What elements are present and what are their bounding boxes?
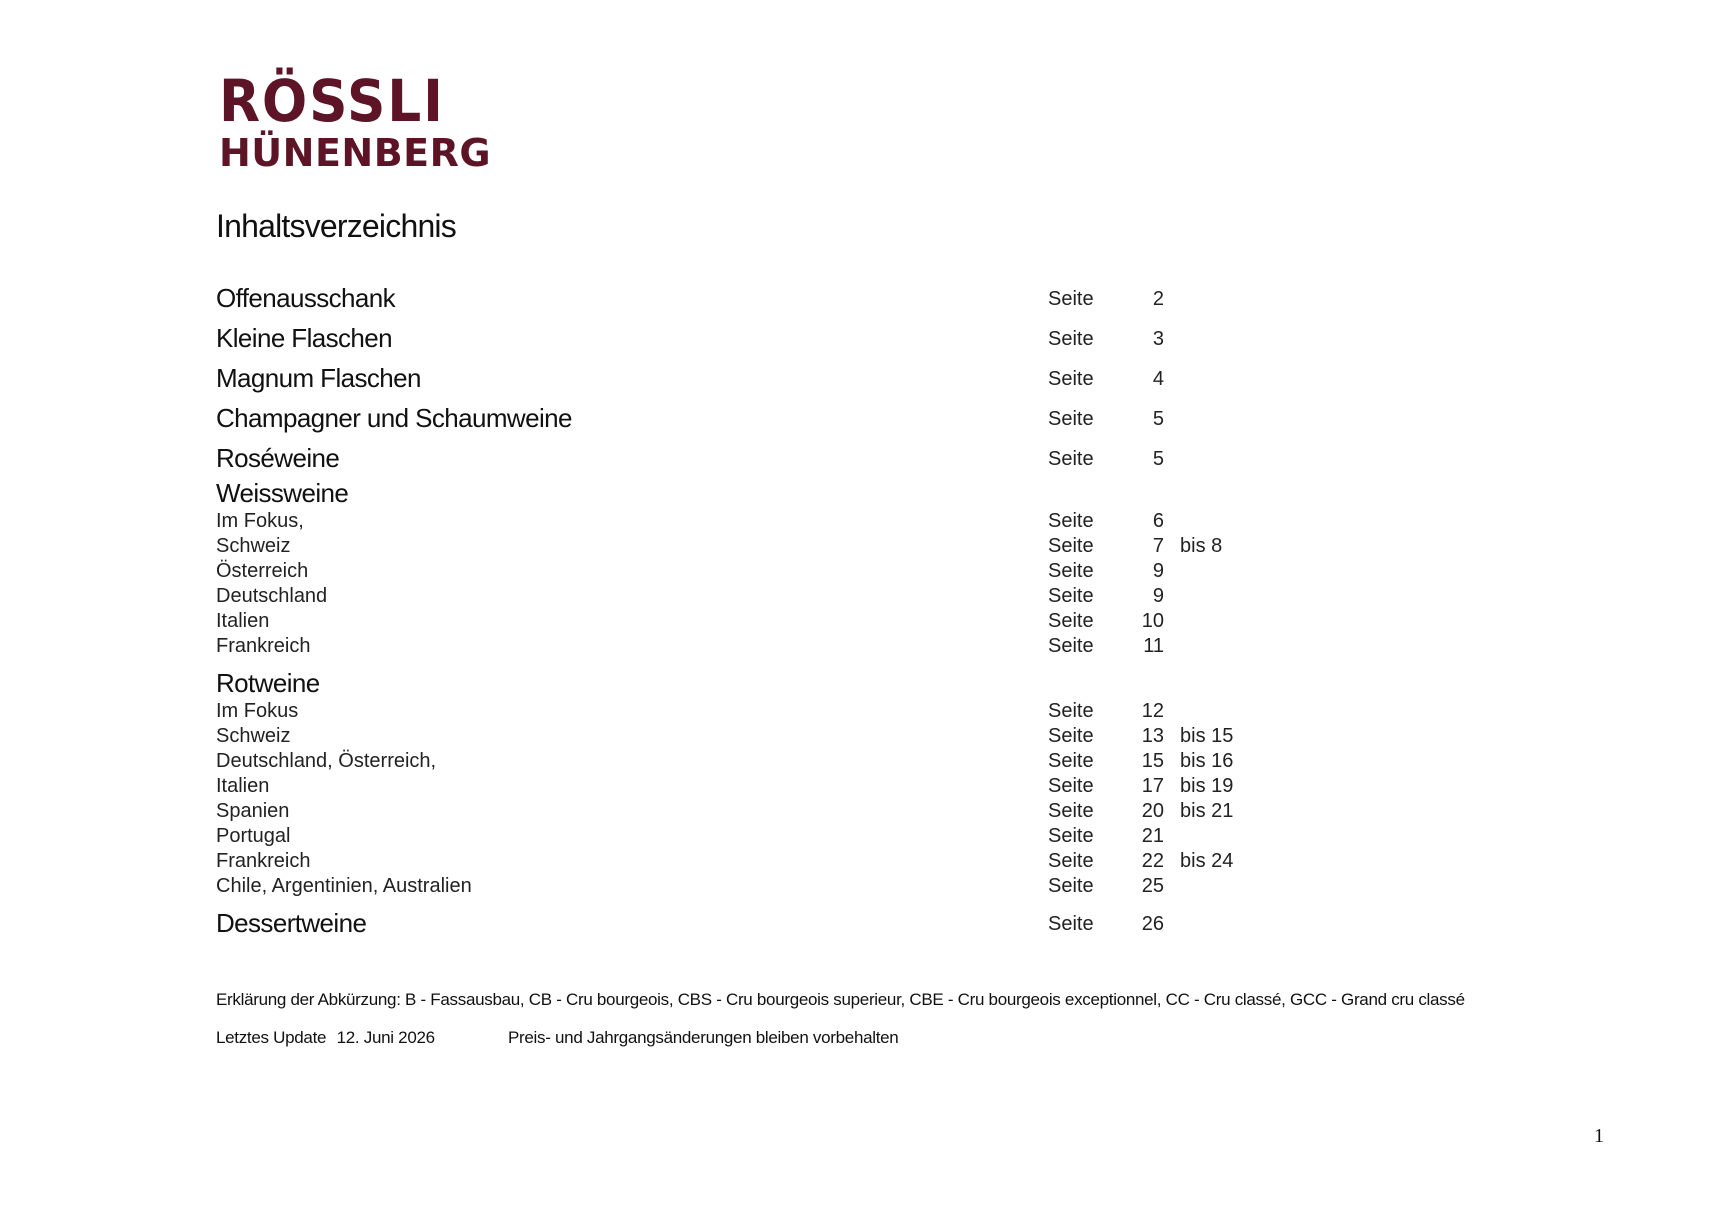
- toc-seite-label: Seite: [1048, 913, 1094, 935]
- toc-seite-label: Seite: [1048, 288, 1094, 310]
- toc-page-number: 3: [1152, 328, 1164, 350]
- toc-entry-champagner: [216, 398, 1516, 438]
- toc-page-range-end: bis 24: [1180, 850, 1234, 872]
- toc-seite-label: Seite: [1048, 585, 1094, 607]
- toc-entry-kleine-flaschen: [216, 318, 1516, 358]
- toc-subentry: [216, 559, 1516, 584]
- logo-line-2: HÜNENBERG: [219, 131, 492, 175]
- toc-entry-label: Roséweine: [216, 443, 340, 473]
- toc-page-number: 17: [1141, 775, 1164, 797]
- toc-subentry-label: Portugal: [216, 825, 291, 847]
- toc-subentry: [216, 749, 1516, 774]
- toc-page-number: 5: [1152, 408, 1164, 430]
- abbreviation-note: Erklärung der Abkürzung: B - Fassausbau, CB - Cru bourgeois, CBS - Cru bourgeois superieur, CBE - Cru bourgeois exceptionnel, CC - Cru classé, GCC - Grand cru classé: [216, 990, 1465, 1009]
- toc-entry-offenausschank: [216, 278, 1516, 318]
- toc-subentry-label: Italien: [216, 610, 270, 632]
- toc-page-range-end: bis 8: [1180, 535, 1223, 557]
- toc-subentry: [216, 509, 1516, 534]
- toc-page-number: 2: [1152, 288, 1164, 310]
- toc-page-range-end: bis 16: [1180, 750, 1234, 772]
- toc-seite-label: Seite: [1048, 850, 1094, 872]
- roessli-logo: [219, 67, 492, 175]
- toc-subentry-label: Frankreich: [216, 635, 311, 657]
- toc-seite-label: Seite: [1048, 635, 1094, 657]
- toc-subentry: [216, 634, 1516, 659]
- logo-line-1: RÖSSLI: [219, 67, 445, 135]
- table-of-contents: [216, 278, 1516, 943]
- toc-page-number: 12: [1141, 700, 1164, 722]
- toc-seite-label: Seite: [1048, 800, 1094, 822]
- toc-section-heading: Weissweine: [216, 478, 349, 508]
- toc-subentry-label: Im Fokus: [216, 700, 299, 722]
- toc-seite-label: Seite: [1048, 448, 1094, 470]
- toc-section-heading: Rotweine: [216, 668, 320, 698]
- toc-subentry-label: Chile, Argentinien, Australien: [216, 875, 472, 897]
- toc-seite-label: Seite: [1048, 750, 1094, 772]
- toc-subentry: [216, 874, 1516, 899]
- update-date: 12. Juni 2026: [336, 1028, 435, 1047]
- toc-page-number: 20: [1141, 800, 1164, 822]
- toc-page-number: 9: [1152, 560, 1164, 582]
- toc-subentry-label: Spanien: [216, 800, 290, 822]
- toc-page-number: 22: [1141, 850, 1164, 872]
- toc-seite-label: Seite: [1048, 328, 1094, 350]
- toc-entry-label: Dessertweine: [216, 908, 367, 938]
- toc-page-number: 10: [1141, 610, 1164, 632]
- toc-subentry: [216, 699, 1516, 724]
- toc-page-number: 4: [1152, 368, 1164, 390]
- page-title: Inhaltsverzeichnis: [216, 208, 456, 244]
- toc-page-number: 21: [1141, 825, 1164, 847]
- toc-seite-label: Seite: [1048, 368, 1094, 390]
- toc-page-number: 11: [1143, 635, 1164, 657]
- toc-page-range-end: bis 21: [1180, 800, 1234, 822]
- toc-seite-label: Seite: [1048, 610, 1094, 632]
- toc-subentry: [216, 609, 1516, 634]
- toc-page-number: 25: [1141, 875, 1164, 897]
- toc-page-range-end: bis 15: [1180, 725, 1234, 747]
- toc-subentry-label: Im Fokus,: [216, 510, 304, 532]
- toc-section-rotweine: [216, 659, 1516, 699]
- toc-entry-roseweine: [216, 438, 1516, 478]
- toc-seite-label: Seite: [1048, 700, 1094, 722]
- toc-seite-label: Seite: [1048, 535, 1094, 557]
- toc-entry-label: Champagner und Schaumweine: [216, 403, 572, 433]
- update-line: [216, 1028, 899, 1048]
- toc-subentry-label: Deutschland, Österreich,: [216, 750, 437, 772]
- toc-subentry-label: Italien: [216, 775, 270, 797]
- toc-subentry: [216, 849, 1516, 874]
- toc-page-number: 9: [1152, 585, 1164, 607]
- toc-page-number: 7: [1152, 535, 1164, 557]
- toc-seite-label: Seite: [1048, 775, 1094, 797]
- toc-seite-label: Seite: [1048, 825, 1094, 847]
- toc-entry-label: Magnum Flaschen: [216, 363, 421, 393]
- toc-entry-magnum-flaschen: [216, 358, 1516, 398]
- toc-subentry-label: Schweiz: [216, 725, 291, 747]
- toc-subentry-label: Frankreich: [216, 850, 311, 872]
- toc-entry-label: Kleine Flaschen: [216, 323, 392, 353]
- toc-subentry-label: Deutschland: [216, 585, 328, 607]
- toc-subentry: [216, 799, 1516, 824]
- toc-entry-label: Offenausschank: [216, 283, 396, 313]
- toc-seite-label: Seite: [1048, 875, 1094, 897]
- toc-subentry: [216, 534, 1516, 559]
- update-label: Letztes Update: [216, 1028, 327, 1047]
- toc-page-number: 13: [1141, 725, 1164, 747]
- page-number: 1: [1594, 1125, 1604, 1147]
- toc-subentry: [216, 584, 1516, 609]
- toc-subentry-label: Schweiz: [216, 535, 291, 557]
- toc-seite-label: Seite: [1048, 725, 1094, 747]
- toc-entry-dessertweine: [216, 899, 1516, 943]
- toc-subentry-label: Österreich: [216, 560, 309, 582]
- toc-subentry: [216, 774, 1516, 799]
- toc-seite-label: Seite: [1048, 408, 1094, 430]
- toc-page-number: 15: [1141, 750, 1164, 772]
- toc-subentry: [216, 724, 1516, 749]
- toc-page-number: 5: [1152, 448, 1164, 470]
- toc-page-range-end: bis 19: [1180, 775, 1234, 797]
- toc-page-number: 26: [1141, 913, 1164, 935]
- toc-section-weissweine: [216, 478, 1516, 509]
- toc-subentry: [216, 824, 1516, 849]
- toc-page-number: 6: [1152, 510, 1164, 532]
- price-disclaimer: Preis- und Jahrgangsänderungen bleiben vorbehalten: [508, 1028, 899, 1047]
- toc-seite-label: Seite: [1048, 510, 1094, 532]
- toc-seite-label: Seite: [1048, 560, 1094, 582]
